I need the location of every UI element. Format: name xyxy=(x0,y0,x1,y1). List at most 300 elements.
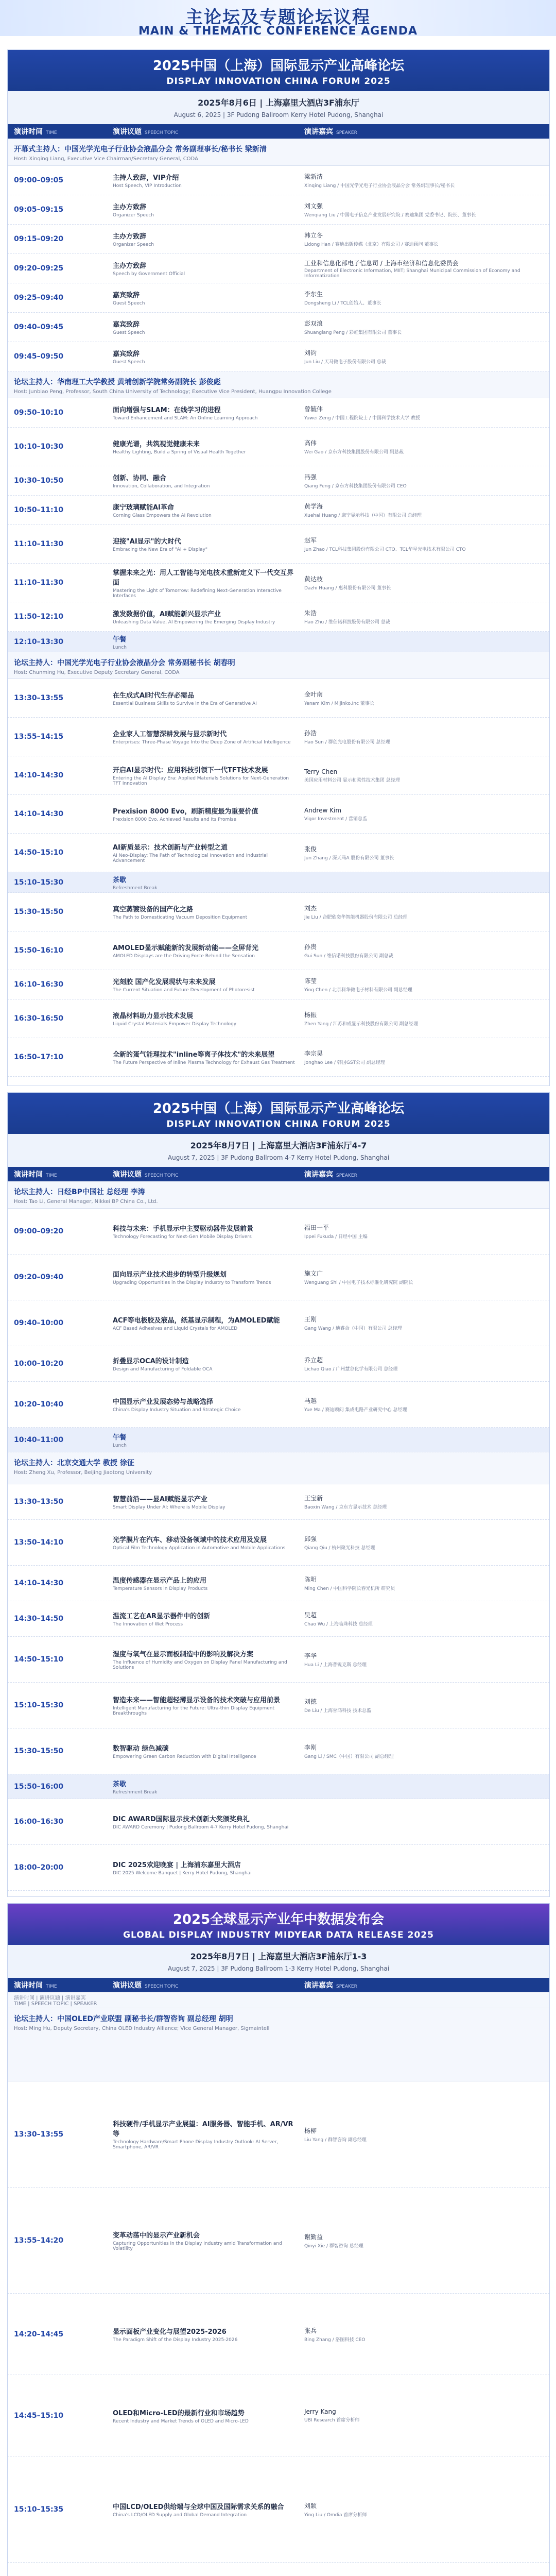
speaker-name: 陈明 xyxy=(304,1576,317,1583)
section-title-en: DISPLAY INNOVATION CHINA FORUM 2025 xyxy=(166,1119,391,1129)
header-speaker-en: SPEAKER xyxy=(336,1984,357,1989)
speaker-title: Qinyi Xie / 群智咨询 总经理 xyxy=(304,2243,363,2249)
session-speaker xyxy=(298,1520,549,1565)
session-time: 13:50–14:10 xyxy=(14,1538,64,1547)
header-speaker-en: SPEAKER xyxy=(336,1173,357,1178)
topic-zh: OLED和Micro-LED的最新行业和市场趋势 xyxy=(113,2409,245,2417)
session-speaker xyxy=(298,496,549,524)
header-speaker-en: SPEAKER xyxy=(336,130,357,135)
agenda-row xyxy=(8,195,549,225)
speaker-title: Jie Liu / 合肥欣奕华智能机器股份有限公司 总经理 xyxy=(304,915,408,920)
agenda-row xyxy=(8,1484,549,1520)
topic-en: The Current Situation and Future Development of Photoresist xyxy=(113,988,255,993)
session-topic xyxy=(107,1683,298,1728)
speaker-name: 李宗昊 xyxy=(304,1050,323,1057)
session-time: 16:00–16:30 xyxy=(14,1818,64,1826)
agenda-row xyxy=(8,398,549,428)
host-line xyxy=(8,1181,549,1209)
speaker-title: Jun Zhao / TCL科技集团股份有限公司 CTO、TCL华星光电技术有限公司 CTO xyxy=(304,547,466,552)
header-topic-en: SPEECH TOPIC xyxy=(145,1984,179,1989)
session-topic xyxy=(107,893,298,931)
host-name: 论坛主持人：中国光学光电子行业协会液晶分会 常务副秘书长 胡春明 xyxy=(14,659,235,667)
host-name-en: Host: Ming Hu, Deputy Secretary, China OLED Industry Alliance; Vice General Manager, Sigmaintell xyxy=(14,2026,270,2031)
session-topic xyxy=(107,564,298,602)
session-time: 14:10–14:30 xyxy=(14,810,64,818)
session-topic xyxy=(107,1728,298,1774)
topic-en: Embracing the New Era of "AI + Display" xyxy=(113,547,208,552)
forum-section xyxy=(7,1092,550,1897)
session-topic xyxy=(107,1038,298,1076)
host-line xyxy=(8,2008,549,2081)
topic-en: China's Display Industry Situation and Strategic Choice xyxy=(113,1408,241,1413)
table-header xyxy=(8,1978,549,1992)
session-speaker xyxy=(298,893,549,931)
date-venue-en: August 6, 2025 | 3F Pudong Ballroom Kerry Hotel Pudong, Shanghai xyxy=(173,111,384,118)
table-header xyxy=(8,124,549,139)
topic-en: Liquid Crystal Materials Empower Display Technology xyxy=(113,1022,237,1027)
topic-zh: 创新、协同、融合 xyxy=(113,474,167,482)
session-topic xyxy=(107,1799,298,1844)
session-time: 14:30–14:50 xyxy=(14,1615,64,1623)
topic-en: Optical Film Technology Application in Automotive and Mobile Applications xyxy=(113,1546,286,1551)
topic-zh: 光学膜片在汽车、移动设备领域中的技术应用及发展 xyxy=(113,1536,267,1544)
speaker-title: Jun Liu / 天马微电子股份有限公司 总裁 xyxy=(304,360,386,365)
session-time: 16:50–17:10 xyxy=(14,1053,64,1061)
session-speaker xyxy=(298,398,549,427)
speaker-name: 施文广 xyxy=(304,1270,323,1277)
session-topic xyxy=(107,313,298,342)
speaker-title: Gang Li / SMC（中国）有限公司 副总经理 xyxy=(304,1754,394,1759)
forum-section xyxy=(7,49,550,1086)
session-topic xyxy=(107,2563,298,2576)
session-topic xyxy=(107,1255,298,1300)
session-time: 10:30–10:50 xyxy=(14,477,64,485)
topic-en: DIC AWARD Ceremony | Pudong Ballroom 4-7 Kerry Hotel Pudong, Shanghai xyxy=(113,1825,289,1830)
topic-en: The Influence of Humidity and Oxygen on Display Panel Manufacturing and Solutions xyxy=(113,1660,287,1670)
host-line xyxy=(8,652,549,679)
session-speaker xyxy=(298,1683,549,1728)
speaker-title: Lichao Qiao / 广州慧谷化学有限公司 总经理 xyxy=(304,1367,398,1372)
session-speaker xyxy=(298,718,549,756)
agenda-row xyxy=(8,756,549,795)
session-time: 09:15–09:20 xyxy=(14,235,64,243)
header-speaker xyxy=(298,1980,549,1990)
topic-zh: 在生成式AI时代生存必需品 xyxy=(113,692,194,700)
topic-zh: 嘉宾致辞 xyxy=(113,292,140,299)
session-speaker xyxy=(298,1637,549,1682)
agenda-row xyxy=(8,496,549,525)
session-topic xyxy=(107,1774,298,1799)
session-speaker xyxy=(298,1799,549,1844)
topic-zh: 科技硬件/手机显示产业展望：AI服务器、智能手机、AR/VR等 xyxy=(113,2121,293,2138)
topic-en: Intelligent Manufacturing for the Future: Ultra-thin Display Equipment Breakthroughs xyxy=(113,1706,274,1716)
date-venue: 2025年8月6日 | 上海嘉里大酒店3F浦东厅 xyxy=(198,98,359,108)
topic-en: Refreshment Break xyxy=(113,1789,158,1795)
speaker-title: Bing Zhang / 洛图科技 CEO xyxy=(304,2337,366,2343)
speaker-title: Xinqing Liang / 中国光学光电子行业协会液晶分会 常务副理事长/秘书长 xyxy=(304,183,455,189)
host-line xyxy=(8,139,549,166)
agenda-row xyxy=(8,1255,549,1300)
session-time: 14:50–15:10 xyxy=(14,849,64,857)
session-speaker xyxy=(298,1382,549,1427)
speaker-name: 李刚 xyxy=(304,1744,317,1751)
session-topic xyxy=(107,1566,298,1601)
session-speaker xyxy=(298,632,549,652)
speaker-title: Gui Sun / 维信诺科技股份有限公司 副总裁 xyxy=(304,954,393,959)
topic-en: Guest Speech xyxy=(113,301,145,306)
topic-en: The Future Perspective of Inline Plasma Technology for Exhaust Gas Treatment xyxy=(113,1060,295,1065)
topic-zh: Prexision 8000 Evo，刷新精度最为重要价值 xyxy=(113,808,258,816)
session-topic xyxy=(107,2375,298,2456)
speaker-name: 张兵 xyxy=(304,2327,317,2334)
session-time: 15:10–15:30 xyxy=(14,878,64,887)
session-time: 10:00–10:20 xyxy=(14,1360,64,1368)
topic-zh: 温流工艺在AR显示器件中的创新 xyxy=(113,1613,211,1620)
agenda-row xyxy=(8,2188,549,2294)
session-speaker xyxy=(298,1566,549,1601)
topic-en: Healthy Lighting, Build a Spring of Visual Health Together xyxy=(113,450,246,455)
session-time: 14:45–15:10 xyxy=(14,2411,64,2420)
topic-en: Host Speech, VIP Introduction xyxy=(113,183,182,189)
topic-en: Lunch xyxy=(113,1443,127,1448)
topic-zh: 掌握未来之光：用人工智能与光电技术重新定义下一代交互界面 xyxy=(113,569,294,587)
host-line xyxy=(8,371,549,398)
session-topic xyxy=(107,795,298,833)
session-speaker xyxy=(298,872,549,892)
session-topic xyxy=(107,1382,298,1427)
speaker-name: 梁新清 xyxy=(304,173,323,180)
speaker-name: 李华 xyxy=(304,1652,317,1659)
session-topic xyxy=(107,428,298,466)
header-topic-label: 演讲议题 xyxy=(113,1171,142,1179)
topic-zh: 开启AI显示时代：应用科技引领下一代TFT技术发展 xyxy=(113,767,268,774)
topic-en: ACF Based Adhesives and Liquid Crystals for AMOLED xyxy=(113,1326,238,1331)
column-caption-en: TIME | SPEECH TOPIC | SPEAKER xyxy=(14,2001,97,2007)
section-banner xyxy=(8,1093,549,1134)
session-time: 09:50–10:10 xyxy=(14,409,64,417)
session-topic xyxy=(107,2188,298,2293)
speaker-title: Jun Zhang / 深天马A 股份有限公司 董事长 xyxy=(304,856,394,861)
session-speaker xyxy=(298,1428,549,1452)
agenda-row xyxy=(8,313,549,342)
session-speaker xyxy=(298,999,549,1038)
speaker-name: 刘颖 xyxy=(304,2502,317,2510)
speaker-title: Jonghao Lee / 韩国GST公司 副总经理 xyxy=(304,1060,385,1065)
topic-zh: 变革动荡中的显示产业新机会 xyxy=(113,2231,200,2240)
topic-zh: 智慧前沿——显AI赋能显示产业 xyxy=(113,1496,207,1503)
break-row xyxy=(8,1774,549,1799)
session-speaker xyxy=(298,195,549,224)
agenda-row xyxy=(8,1346,549,1382)
host-name: 论坛主持人：华南理工大学教授 黄埔创新学院常务副院长 彭俊彪 xyxy=(14,378,221,386)
session-topic xyxy=(107,970,298,999)
session-topic xyxy=(107,679,298,717)
section-date-venue xyxy=(8,91,549,124)
session-topic xyxy=(107,254,298,283)
session-time: 13:30–13:55 xyxy=(14,2130,64,2139)
date-venue-en: August 7, 2025 | 3F Pudong Ballroom 1-3 Kerry Hotel Pudong, Shanghai xyxy=(167,1965,390,1972)
session-topic xyxy=(107,931,298,970)
header-time-en: TIME xyxy=(46,1173,57,1178)
topic-en: DIC 2025 Welcome Banquet | Kerry Hotel Pudong, Shanghai xyxy=(113,1871,252,1876)
topic-en: Technology Forecasting for Next-Gen Mobile Display Drivers xyxy=(113,1234,252,1240)
topic-en: Temperature Sensors in Display Products xyxy=(113,1586,208,1591)
speaker-title: Liu Yang / 群智咨询 副总经理 xyxy=(304,2137,367,2143)
topic-en: The Paradigm Shift of the Display Industry 2025-2026 xyxy=(113,2337,238,2343)
speaker-title: Wenguang Shi / 中国电子技术标准化研究院 副院长 xyxy=(304,1280,413,1285)
header-time-en: TIME xyxy=(46,130,57,135)
host-name-en: Host: Tao Li, General Manager, Nikkei BP China Co., Ltd. xyxy=(14,1199,158,1205)
header-topic xyxy=(107,1169,298,1179)
session-time: 09:20–09:40 xyxy=(14,1273,64,1281)
speaker-title: Hao Sun / 群创光电股份有限公司 总经理 xyxy=(304,740,390,745)
topic-zh: 温度传感器在显示产品上的应用 xyxy=(113,1577,207,1585)
header-time xyxy=(8,1980,107,1990)
session-time: 09:45–09:50 xyxy=(14,352,64,361)
agenda-row xyxy=(8,564,549,602)
agenda-row xyxy=(8,225,549,254)
topic-zh: 主办方致辞 xyxy=(113,262,147,270)
session-topic xyxy=(107,602,298,631)
topic-en: Design and Manufacturing of Foldable OCA xyxy=(113,1367,213,1372)
session-topic xyxy=(107,2294,298,2375)
topic-zh: 茶歇 xyxy=(113,1780,127,1788)
session-time: 13:30–13:55 xyxy=(14,694,64,702)
speaker-name: 刘钧 xyxy=(304,349,317,357)
topic-zh: 嘉宾致辞 xyxy=(113,350,140,358)
session-topic xyxy=(107,1346,298,1381)
speaker-title: 美国应用材料公司 显示和柔性技术集团 总经理 xyxy=(304,777,400,783)
speaker-title: Yue Ma / 赛迪顾问 集成电路产业研究中心 总经理 xyxy=(304,1408,407,1413)
topic-en: Mastering the Light of Tomorrow: Redefining Next-Generation Interactive Interfaces xyxy=(113,588,282,599)
topic-en: AMOLED Displays are the Driving Force Behind the Sensation xyxy=(113,954,255,959)
session-topic xyxy=(107,1300,298,1346)
session-time: 10:40–11:00 xyxy=(14,1435,64,1444)
session-time: 09:00–09:05 xyxy=(14,176,64,184)
topic-en: Organizer Speech xyxy=(113,242,154,247)
session-speaker xyxy=(298,428,549,466)
session-time: 15:30–15:50 xyxy=(14,1747,64,1755)
speaker-name: 刘德 xyxy=(304,1698,317,1705)
agenda-row xyxy=(8,166,549,195)
session-speaker xyxy=(298,795,549,833)
speaker-title: De Liu / 上海誉鸿科技 技术总监 xyxy=(304,1708,372,1714)
column-caption: 演讲时间 | 演讲议题 | 演讲嘉宾 xyxy=(14,1995,86,2001)
speaker-name: 马越 xyxy=(304,1397,317,1404)
agenda-row xyxy=(8,254,549,283)
session-topic xyxy=(107,872,298,892)
session-topic xyxy=(107,718,298,756)
topic-en: China's LCD/OLED Supply and Global Demand Integration xyxy=(113,2512,247,2518)
topic-en: Prexision 8000 Evo, Achieved Results and Its Promise xyxy=(113,817,237,822)
topic-zh: 中国LCD/OLED供给端与全球中国及国际需求关系的融合 xyxy=(113,2503,284,2511)
topic-en: Essential Business Skills to Survive in the Era of Generative AI xyxy=(113,701,257,706)
session-time: 09:40–09:45 xyxy=(14,323,64,331)
agenda-row xyxy=(8,342,549,371)
topic-zh: 数智驱动 绿色减碳 xyxy=(113,1745,169,1753)
speaker-title: Ming Chen / 中国科学院长春光机所 研究员 xyxy=(304,1586,395,1591)
agenda-row xyxy=(8,466,549,496)
topic-zh: 迎接"AI显示"的大时代 xyxy=(113,538,181,546)
topic-zh: 午餐 xyxy=(113,1433,127,1442)
speaker-name: 金叶南 xyxy=(304,691,323,698)
session-speaker xyxy=(298,1484,549,1519)
speaker-name: 陈莹 xyxy=(304,977,317,985)
topic-zh: AI新质显示：技术创新与产业转型之道 xyxy=(113,844,228,852)
speaker-name: 黄达枝 xyxy=(304,575,323,583)
speaker-title: Qiang Feng / 京东方科技集团股份有限公司 CEO xyxy=(304,484,407,489)
section-title: 2025全球显示产业年中数据发布会 xyxy=(172,1912,385,1927)
session-speaker xyxy=(298,254,549,283)
agenda-row xyxy=(8,2294,549,2375)
topic-zh: 全新的蛋气能理技术"inline等离子体技术"的未来展望 xyxy=(113,1051,275,1059)
host-name: 论坛主持人：中国OLED产业联盟 副秘书长/群智咨询 副总经理 胡明 xyxy=(14,2015,233,2023)
speaker-title: Dongsheng Li / TCL创始人、董事长 xyxy=(304,301,381,306)
host-name: 开幕式主持人：中国光学光电子行业协会液晶分会 常务副理事长/秘书长 梁新清 xyxy=(14,145,267,154)
agenda-row xyxy=(8,1845,549,1891)
agenda-row xyxy=(8,602,549,632)
session-speaker xyxy=(298,931,549,970)
speaker-title: Hua Li / 上海普锐克斯 总经理 xyxy=(304,1663,367,1668)
speaker-title: Yuwei Zeng / 中国工程院院士 / 中国科学技术大学 教授 xyxy=(304,416,420,421)
speaker-title: Qiang Qiu / 杭州聚光科技 总经理 xyxy=(304,1546,375,1551)
session-speaker xyxy=(298,1300,549,1346)
section-banner xyxy=(8,1904,549,1945)
speaker-name: 王刚 xyxy=(304,1316,317,1323)
session-topic xyxy=(107,225,298,253)
speaker-name: 王宝新 xyxy=(304,1495,323,1502)
agenda-row xyxy=(8,283,549,313)
header-speaker-label: 演讲嘉宾 xyxy=(304,128,333,136)
session-speaker xyxy=(298,1845,549,1890)
speaker-title: Hao Zhu / 维信诺科技股份有限公司 总裁 xyxy=(304,620,390,625)
table-header xyxy=(8,1167,549,1181)
topic-en: The Path to Domesticating Vacuum Deposition Equipment xyxy=(113,915,248,920)
topic-zh: 湿度与氧气在显示面板制造中的影响及解决方案 xyxy=(113,1651,254,1658)
topic-zh: 健康光谱，共筑视觉健康未来 xyxy=(113,440,200,448)
date-venue: 2025年8月7日 | 上海嘉里大酒店3F浦东厅4-7 xyxy=(190,1141,367,1150)
session-speaker xyxy=(298,2081,549,2187)
speaker-title: Ying Chen / 北京科华微电子材料有限公司 副总经理 xyxy=(304,988,412,993)
topic-en: Unleashing Data Value, AI Empowering the Emerging Display Industry xyxy=(113,620,275,625)
session-time: 10:10–10:30 xyxy=(14,443,64,451)
topic-en: Lunch xyxy=(113,645,127,650)
session-topic xyxy=(107,466,298,495)
agenda-row xyxy=(8,2563,549,2576)
header-topic-label: 演讲议题 xyxy=(113,128,142,136)
topic-en: Guest Speech xyxy=(113,330,145,335)
speaker-name: 福田一平 xyxy=(304,1224,329,1231)
session-speaker xyxy=(298,564,549,602)
topic-zh: DIC AWARD国际显示技术创新大奖颁奖典礼 xyxy=(113,1816,250,1823)
topic-zh: 茶歇 xyxy=(113,876,127,884)
agenda-row xyxy=(8,1566,549,1601)
session-speaker xyxy=(298,225,549,253)
topic-zh: 面向显示产业技术进步的转型升级规划 xyxy=(113,1271,227,1279)
topic-zh: 主办方致辞 xyxy=(113,204,147,211)
topic-zh: ACF等电极胶及液晶，纸基显示制程，为AMOLED赋能 xyxy=(113,1317,280,1325)
session-topic xyxy=(107,999,298,1038)
topic-zh: 中国显示产业发展态势与战略选择 xyxy=(113,1398,214,1406)
host-name: 论坛主持人：北京交通大学 教授 徐征 xyxy=(14,1459,134,1467)
section-date-venue xyxy=(8,1134,549,1167)
break-row xyxy=(8,632,549,652)
agenda-row xyxy=(8,1799,549,1845)
session-speaker xyxy=(298,525,549,563)
session-topic xyxy=(107,166,298,195)
speaker-name: 韩立冬 xyxy=(304,232,323,239)
speaker-title: Dazhi Huang / 惠科股份有限公司 董事长 xyxy=(304,586,391,591)
agenda-row xyxy=(8,525,549,564)
agenda-row xyxy=(8,1382,549,1428)
session-speaker xyxy=(298,2375,549,2456)
session-time: 14:20–14:45 xyxy=(14,2330,64,2338)
session-topic xyxy=(107,2081,298,2187)
speaker-name: 黄学海 xyxy=(304,503,323,510)
topic-zh: 主办方致辞 xyxy=(113,233,147,241)
topic-zh: 折叠显示OCA的设计制造 xyxy=(113,1358,189,1365)
speaker-name: Jerry Kang xyxy=(304,2408,336,2415)
host-name-en: Host: Zheng Xu, Professor, Beijing Jiaotong University xyxy=(14,1470,152,1476)
session-time: 09:00–09:20 xyxy=(14,1227,64,1235)
speaker-name: 张俊 xyxy=(304,845,317,853)
topic-en: Toward Enhancement and SLAM: An Online Learning Approach xyxy=(113,416,258,421)
section-banner xyxy=(8,50,549,91)
speaker-name: 吴超 xyxy=(304,1612,317,1619)
session-speaker xyxy=(298,466,549,495)
break-row xyxy=(8,1428,549,1452)
agenda-row xyxy=(8,834,549,872)
header-topic-label: 演讲议题 xyxy=(113,1981,142,1990)
speaker-name: 杨柳 xyxy=(304,2127,317,2134)
section-title-en: GLOBAL DISPLAY INDUSTRY MIDYEAR DATA RELEASE 2025 xyxy=(123,1930,434,1940)
date-venue: 2025年8月7日 | 上海嘉里大酒店3F浦东厅1-3 xyxy=(190,1952,367,1961)
speaker-title: Chao Wu / 上海临珠科技 总经理 xyxy=(304,1622,373,1627)
topic-zh: AMOLED显示赋能新的发展新动能——全屏背光 xyxy=(113,944,259,952)
speaker-name: 高伟 xyxy=(304,439,317,447)
speaker-title: Baoxin Wang / 京东方显示技术 总经理 xyxy=(304,1505,387,1510)
speaker-name: Andrew Kim xyxy=(304,806,342,814)
topic-en: Organizer Speech xyxy=(113,213,154,218)
topic-en: Entering the AI Display Era: Applied Materials Solutions for Next-Generation TFT Innovation xyxy=(113,776,289,786)
session-topic xyxy=(107,756,298,794)
session-speaker xyxy=(298,1728,549,1774)
session-speaker xyxy=(298,1209,549,1254)
speaker-name: 工业和信息化部电子信息司 / 上海市经济和信息化委员会 xyxy=(304,259,459,267)
break-row xyxy=(8,872,549,893)
agenda-row xyxy=(8,1300,549,1346)
session-topic xyxy=(107,342,298,371)
topic-en: Corning Glass Empowers the AI Revolution xyxy=(113,513,212,518)
speaker-name: 孙浩 xyxy=(304,730,317,737)
host-name-en: Host: Chunming Hu, Executive Deputy Secretary General, CODA xyxy=(14,670,180,675)
header-topic xyxy=(107,126,298,137)
agenda-row xyxy=(8,428,549,466)
session-speaker xyxy=(298,2563,549,2576)
header-topic-en: SPEECH TOPIC xyxy=(145,130,179,135)
speaker-title: Shuanglang Peng / 彩虹集团有限公司 董事长 xyxy=(304,330,402,335)
speaker-title: Lidong Han / 赛迪出版传媒（北京）有限公司 / 赛迪顾问 董事长 xyxy=(304,242,439,247)
session-topic xyxy=(107,1845,298,1890)
session-time: 15:10–15:35 xyxy=(14,2505,64,2514)
session-time: 10:50–11:10 xyxy=(14,506,64,514)
topic-zh: 嘉宾致辞 xyxy=(113,321,140,329)
topic-zh: 显示面板产业变化与展望2025-2026 xyxy=(113,2328,227,2336)
topic-zh: 液晶材料助力显示技术发展 xyxy=(113,1012,194,1020)
agenda-row xyxy=(8,1038,549,1077)
header-time xyxy=(8,126,107,137)
speaker-title: Department of Electronic Information, MIIT; Shanghai Municipal Commission of Economy and Informatization xyxy=(304,268,520,279)
